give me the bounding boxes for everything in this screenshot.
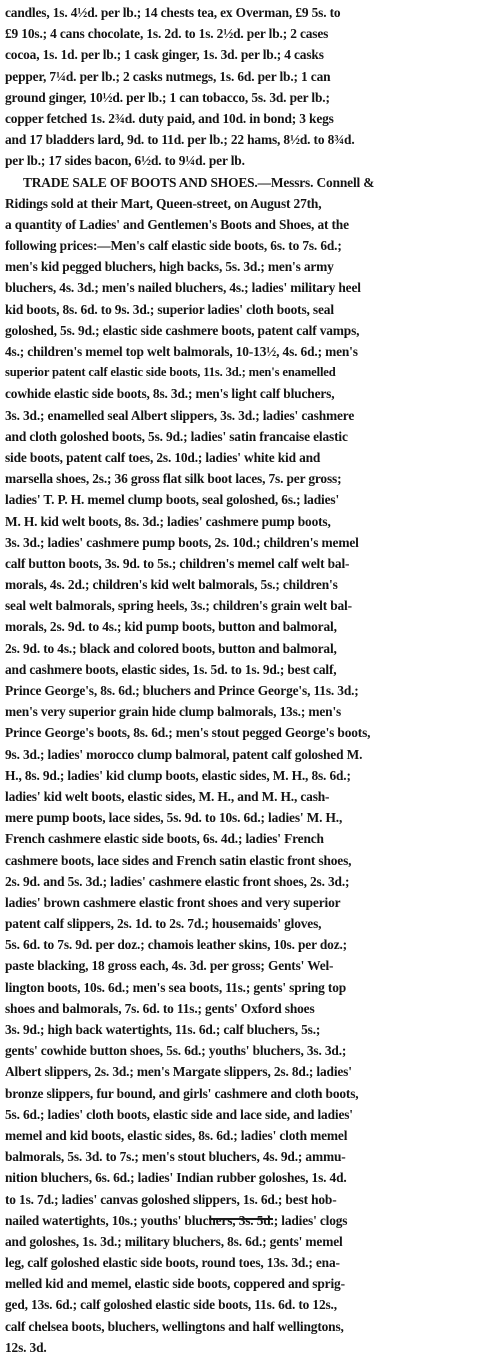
text-line: candles, 1s. 4½d. per lb.; 14 chests tea, ex Overman, £9 5s. to [5, 5, 341, 20]
text-line: calf chelsea boots, bluchers, wellingtons and half wellingtons, [5, 1318, 344, 1334]
text-line: H., 8s. 9d.; ladies' kid clump boots, elastic sides, M. H., 8s. 6d.; [5, 767, 351, 783]
text-line: following prices:—Men's calf elastic side boots, 6s. to 7s. 6d.; [5, 238, 342, 254]
text-line: and 17 bladders lard, 9d. to 11d. per lb.; 22 hams, 8½d. to 8¾d. [5, 132, 355, 148]
text-line: men's very superior grain hide clump balmorals, 13s.; men's [5, 704, 342, 720]
text-line: morals, 4s. 2d.; children's kid welt balmorals, 5s.; children's [5, 577, 338, 593]
text-line: ladies' T. P. H. memel clump boots, seal goloshed, 6s.; ladies' [5, 492, 340, 508]
text-line: bronze slippers, fur bound, and girls' cashmere and cloth boots, [5, 1085, 359, 1101]
text-line: £9 10s.; 4 cans chocolate, 1s. 2d. to 1s. 2½d. per lb.; 2 cases [5, 26, 329, 42]
text-line: 12s. 3d. [5, 1339, 47, 1355]
text-line: ladies' kid welt boots, elastic sides, M. H., and M. H., cash- [5, 788, 330, 804]
section-divider-rule [209, 1218, 273, 1220]
text-line: 3s. 3d.; enamelled seal Albert slippers, 3s. 3d.; ladies' cashmere [5, 407, 355, 423]
text-line: cashmere boots, lace sides and French satin elastic front shoes, [5, 852, 352, 868]
text-line: melled kid and memel, elastic side boots, coppered and sprig- [5, 1276, 345, 1292]
text-line: copper fetched 1s. 2¾d. duty paid, and 10d. in bond; 3 kegs [5, 110, 334, 126]
text-line: 2s. 9d. to 4s.; black and colored boots, button and balmoral, [5, 640, 337, 656]
text-line: ladies' brown cashmere elastic front shoes and very superior [5, 894, 341, 910]
text-line: a quantity of Ladies' and Gentlemen's Boots and Shoes, at the [5, 216, 349, 232]
text-line: French cashmere elastic side boots, 6s. 4d.; ladies' French [5, 831, 324, 847]
text-line: 4s.; children's memel top welt balmorals, 10-13½, 4s. 6d.; men's [5, 344, 358, 359]
text-line: 3s. 9d.; high back watertights, 11s. 6d.; calf bluchers, 5s.; [5, 1022, 321, 1037]
text-line: nition bluchers, 6s. 6d.; ladies' Indian rubber goloshes, 1s. 4d. [5, 1170, 347, 1186]
text-line: nailed watertights, 10s.; youths' bluchers, 3s. 5d.; ladies' clogs [5, 1212, 348, 1228]
text-line: Albert slippers, 2s. 3d.; men's Margate slippers, 2s. 8d.; ladies' [5, 1064, 352, 1080]
text-line: M. H. kid welt boots, 8s. 3d.; ladies' cashmere pump boots, [5, 513, 331, 529]
text-line: Ridings sold at their Mart, Queen-street, on August 27th, [5, 195, 322, 211]
text-line: pepper, 7¼d. per lb.; 2 casks nutmegs, 1s. 6d. per lb.; 1 can [5, 68, 331, 84]
text-line: shoes and balmorals, 7s. 6d. to 11s.; gents' Oxford shoes [5, 1000, 315, 1016]
text-line: gents' cowhide button shoes, 5s. 6d.; youths' bluchers, 3s. 3d.; [5, 1043, 347, 1059]
text-line: and goloshes, 1s. 3d.; military bluchers, 8s. 6d.; gents' memel [5, 1233, 343, 1249]
text-line: cowhide elastic side boots, 8s. 3d.; men's light calf bluchers, [5, 386, 335, 402]
text-line: patent calf slippers, 2s. 1d. to 2s. 7d.; housemaids' gloves, [5, 916, 322, 932]
text-line: to 1s. 7d.; ladies' canvas goloshed slippers, 1s. 6d.; best hob- [5, 1191, 337, 1207]
text-line: mere pump boots, lace sides, 5s. 9d. to 10s. 6d.; ladies' M. H., [5, 810, 343, 826]
text-line: Prince George's, 8s. 6d.; bluchers and Prince George's, 11s. 3d.; [5, 683, 359, 698]
text-line: 9s. 3d.; ladies' morocco clump balmoral, patent calf goloshed M. [5, 746, 363, 762]
text-line: bluchers, 4s. 3d.; men's nailed bluchers, 4s.; ladies' military heel [5, 280, 361, 296]
text-line: ged, 13s. 6d.; calf goloshed elastic side boots, 11s. 6d. to 12s., [5, 1297, 337, 1313]
text-line: and cloth goloshed boots, 5s. 9d.; ladies' satin francaise elastic [5, 428, 348, 444]
text-line: cocoa, 1s. 1d. per lb.; 1 cask ginger, 1s. 3d. per lb.; 4 casks [5, 47, 324, 63]
text-line: per lb.; 17 sides bacon, 6½d. to 9¼d. per lb. [5, 153, 245, 169]
text-line: ground ginger, 10½d. per lb.; 1 can tobacco, 5s. 3d. per lb.; [5, 89, 330, 105]
text-line: morals, 2s. 9d. to 4s.; kid pump boots, button and balmoral, [5, 619, 337, 635]
text-line: superior patent calf elastic side boots, 11s. 3d.; men's enamelled [5, 365, 336, 380]
text-line: seal welt balmorals, spring heels, 3s.; children's grain welt bal- [5, 598, 352, 614]
text-line: calf button boots, 3s. 9d. to 5s.; children's memel calf welt bal- [5, 555, 350, 571]
text-line: 5s. 6d.; ladies' cloth boots, elastic side and lace side, and ladies' [5, 1106, 353, 1122]
text-line: kid boots, 8s. 6d. to 9s. 3d.; superior ladies' cloth boots, seal [5, 301, 334, 317]
text-line: goloshed, 5s. 9d.; elastic side cashmere boots, patent calf vamps, [5, 322, 360, 338]
text-line: balmorals, 5s. 3d. to 7s.; men's stout bluchers, 4s. 9d.; ammu- [5, 1149, 346, 1165]
section-heading-line: TRADE SALE OF BOOTS AND SHOES.—Messrs. Connell & [23, 174, 375, 190]
text-line: side boots, patent calf toes, 2s. 10d.; ladies' white kid and [5, 449, 321, 465]
text-line: Prince George's boots, 8s. 6d.; men's stout pegged George's boots, [5, 725, 371, 741]
article-column [5, 2, 491, 1358]
text-line: and cashmere boots, elastic sides, 1s. 5d. to 1s. 9d.; best calf, [5, 661, 337, 677]
text-line: lington boots, 10s. 6d.; men's sea boots, 11s.; gents' spring top [5, 979, 347, 995]
text-line: leg, calf goloshed elastic side boots, round toes, 13s. 3d.; ena- [5, 1255, 340, 1271]
text-line: 2s. 9d. and 5s. 3d.; ladies' cashmere elastic front shoes, 2s. 3d.; [5, 873, 350, 889]
text-line: paste blacking, 18 gross each, 4s. 3d. per gross; Gents' Wel- [5, 958, 334, 974]
text-line: men's kid pegged bluchers, high backs, 5s. 3d.; men's army [5, 259, 334, 275]
text-line: memel and kid boots, elastic sides, 8s. 6d.; ladies' cloth memel [5, 1127, 348, 1143]
text-line: marsella shoes, 2s.; 36 gross flat silk boot laces, 7s. per gross; [5, 471, 342, 487]
text-line: 3s. 3d.; ladies' cashmere pump boots, 2s. 10d.; children's memel [5, 534, 359, 550]
text-line: 5s. 6d. to 7s. 9d. per doz.; chamois leather skins, 10s. per doz.; [5, 937, 347, 953]
